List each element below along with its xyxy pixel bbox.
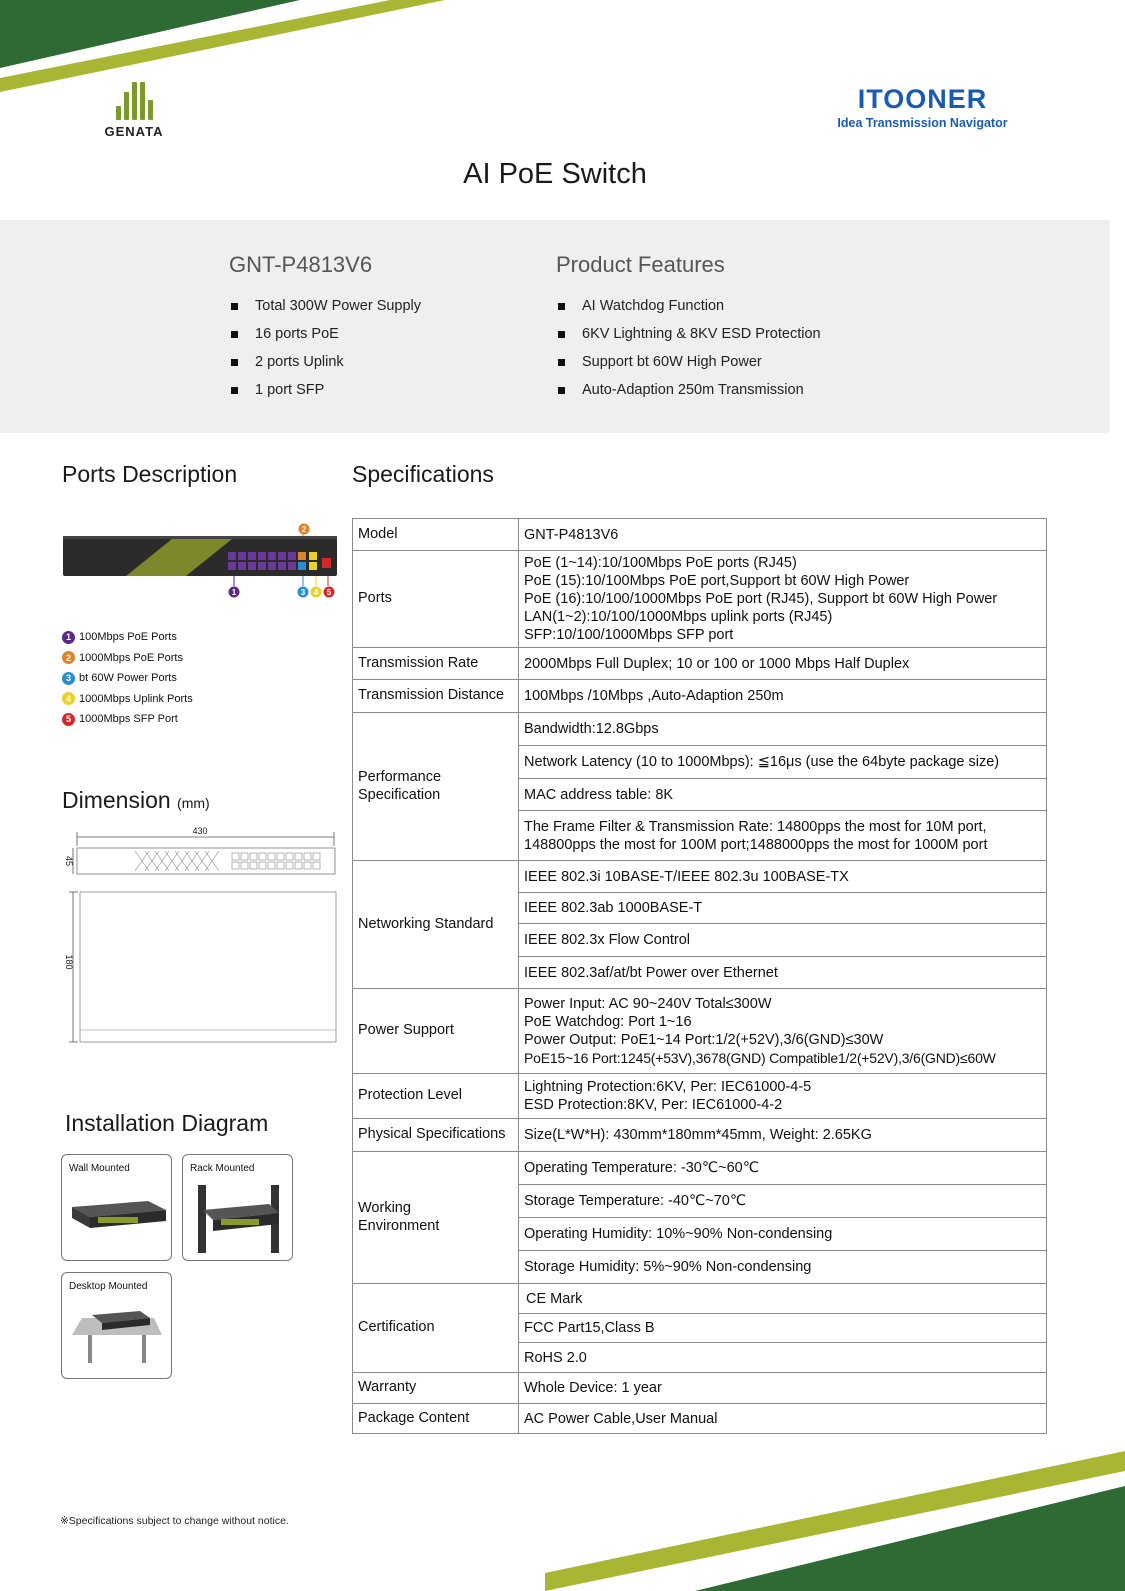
desktop-mounted-option: Desktop Mounted bbox=[61, 1272, 172, 1379]
spec-value-cell: 100Mbps /10Mbps ,Auto-Adaption 250m bbox=[519, 680, 1047, 713]
table-row bbox=[353, 1152, 1047, 1185]
table-row bbox=[353, 1404, 1047, 1434]
table-row bbox=[353, 713, 1047, 746]
spec-value-cell: Storage Humidity: 5%~90% Non-condensing bbox=[519, 1251, 1047, 1284]
features-heading: Product Features bbox=[556, 252, 725, 277]
table-row bbox=[353, 861, 1047, 893]
width-label: 430 bbox=[192, 826, 208, 836]
spec-value-cell: CE Mark bbox=[519, 1284, 1047, 1314]
legend-number-badge: 4 bbox=[62, 692, 75, 705]
spec-value-cell: AC Power Cable,User Manual bbox=[519, 1404, 1047, 1434]
rack-mounted-option: Rack Mounted bbox=[182, 1154, 293, 1261]
table-row bbox=[353, 989, 1047, 1074]
itooner-tagline: Idea Transmission Navigator bbox=[837, 116, 1008, 130]
spec-value-cell: MAC address table: 8K bbox=[519, 779, 1047, 811]
depth-label: 180 bbox=[64, 954, 74, 970]
ports-legend bbox=[62, 627, 193, 730]
product-features bbox=[556, 252, 821, 410]
legend-number-badge: 3 bbox=[62, 672, 75, 685]
spec-value-cell: Power Input: AC 90~240V Total≤300W PoE Watchdog: Port 1~16 Power Output: PoE1~14 Port:1/2(+52V),3/6(GND)≤30W PoE15~16 Port:1245(+53V),3678(GND) Compatible1/2(+52V),3/6(GND)≤60W bbox=[519, 989, 1047, 1074]
spec-key-cell: Networking Standard bbox=[353, 861, 519, 989]
spec-value-cell: PoE (1~14):10/100Mbps PoE ports (RJ45) PoE (15):10/100Mbps PoE port,Support bt 60W High Power PoE (16):10/100/1000Mbps PoE port (RJ45), Support bt 60W High Power LAN(1~2):10/100/1000Mbps uplink ports (RJ45) SFP:10/100/1000Mbps SFP port bbox=[519, 551, 1047, 648]
spec-key-cell: Warranty bbox=[353, 1373, 519, 1404]
wall-mount-illustration bbox=[62, 1155, 173, 1262]
model-summary bbox=[229, 252, 421, 410]
dimension-heading: Dimension (mm) bbox=[62, 787, 210, 813]
specifications-table bbox=[352, 518, 1047, 1434]
genata-logo-icon bbox=[99, 82, 169, 120]
bullet-square-icon bbox=[231, 359, 238, 366]
bullet-square-icon bbox=[558, 331, 565, 338]
bottom-stripe-decoration bbox=[545, 1451, 1125, 1591]
list-item: Total 300W Power Supply bbox=[229, 298, 421, 326]
list-item: Support bt 60W High Power bbox=[556, 354, 821, 382]
spec-key-cell: Protection Level bbox=[353, 1074, 519, 1119]
list-item: 1 port SFP bbox=[229, 382, 421, 410]
table-row bbox=[353, 1284, 1047, 1314]
spec-value-cell: RoHS 2.0 bbox=[519, 1343, 1047, 1373]
svg-text:4: 4 bbox=[313, 588, 319, 597]
rack-mount-illustration bbox=[183, 1155, 294, 1262]
page-title: AI PoE Switch bbox=[463, 158, 647, 190]
legend-number-badge: 1 bbox=[62, 631, 75, 644]
spec-value-cell: IEEE 802.3i 10BASE-T/IEEE 802.3u 100BASE-TX bbox=[519, 861, 1047, 893]
spec-key-cell: Package Content bbox=[353, 1404, 519, 1434]
bullet-square-icon bbox=[231, 303, 238, 310]
spec-value-cell: Bandwidth:12.8Gbps bbox=[519, 713, 1047, 746]
height-label: 45 bbox=[64, 855, 74, 867]
spec-key-cell: Working Environment bbox=[353, 1152, 519, 1284]
legend-item: 4 1000Mbps Uplink Ports bbox=[62, 689, 193, 710]
spec-key-cell: Power Support bbox=[353, 989, 519, 1074]
table-row bbox=[353, 1074, 1047, 1119]
spec-key-cell: Transmission Distance bbox=[353, 680, 519, 713]
legend-item: 1 100Mbps PoE Ports bbox=[62, 627, 193, 648]
spec-value-cell: Storage Temperature: -40℃~70℃ bbox=[519, 1185, 1047, 1218]
switch-front-panel-illustration bbox=[60, 522, 340, 602]
bullet-square-icon bbox=[558, 303, 565, 310]
itooner-logo-text: ITOONER bbox=[857, 84, 988, 114]
list-item: Auto-Adaption 250m Transmission bbox=[556, 382, 821, 410]
svg-text:5: 5 bbox=[326, 588, 332, 597]
list-item: AI Watchdog Function bbox=[556, 298, 821, 326]
spec-value-cell: Lightning Protection:6KV, Per: IEC61000-4-5 ESD Protection:8KV, Per: IEC61000-4-2 bbox=[519, 1074, 1047, 1119]
table-row bbox=[353, 519, 1047, 551]
list-item: 2 ports Uplink bbox=[229, 354, 421, 382]
spec-value-cell: GNT-P4813V6 bbox=[519, 519, 1047, 551]
specifications-heading: Specifications bbox=[352, 461, 494, 487]
spec-value-cell: Network Latency (10 to 1000Mbps): ≦16μs (use the 64byte package size) bbox=[519, 746, 1047, 779]
footnote: ※Specifications subject to change without notice. bbox=[60, 1515, 289, 1527]
spec-value-cell: 2000Mbps Full Duplex; 10 or 100 or 1000 Mbps Half Duplex bbox=[519, 648, 1047, 680]
spec-key-cell: Ports bbox=[353, 551, 519, 648]
spec-value-cell: IEEE 802.3af/at/bt Power over Ethernet bbox=[519, 957, 1047, 989]
spec-value-cell: Operating Temperature: -30℃~60℃ bbox=[519, 1152, 1047, 1185]
spec-value-cell: FCC Part15,Class B bbox=[519, 1314, 1047, 1343]
spec-value-cell: Operating Humidity: 10%~90% Non-condensing bbox=[519, 1218, 1047, 1251]
svg-text:1: 1 bbox=[231, 588, 237, 597]
spec-key-cell: Performance Specification bbox=[353, 713, 519, 861]
spec-key-cell: Transmission Rate bbox=[353, 648, 519, 680]
bullet-square-icon bbox=[558, 387, 565, 394]
spec-key-cell: Certification bbox=[353, 1284, 519, 1373]
itooner-logo bbox=[830, 84, 1015, 130]
genata-logo-text: GENATA bbox=[104, 124, 164, 139]
ports-heading: Ports Description bbox=[62, 461, 238, 487]
bullet-square-icon bbox=[558, 359, 565, 366]
spec-key-cell: Model bbox=[353, 519, 519, 551]
list-item: 16 ports PoE bbox=[229, 326, 421, 354]
genata-logo bbox=[99, 82, 169, 139]
spec-value-cell: IEEE 802.3ab 1000BASE-T bbox=[519, 893, 1047, 924]
svg-text:2: 2 bbox=[301, 525, 307, 534]
legend-number-badge: 2 bbox=[62, 651, 75, 664]
table-row bbox=[353, 1373, 1047, 1404]
svg-text:3: 3 bbox=[300, 588, 306, 597]
legend-item: 3 bt 60W Power Ports bbox=[62, 668, 193, 689]
dimension-drawing bbox=[60, 822, 342, 1050]
legend-item: 5 1000Mbps SFP Port bbox=[62, 709, 193, 730]
top-stripe-decoration bbox=[0, 0, 460, 100]
wall-mounted-option: Wall Mounted bbox=[61, 1154, 172, 1261]
desktop-mount-illustration bbox=[62, 1273, 173, 1380]
spec-value-cell: Size(L*W*H): 430mm*180mm*45mm, Weight: 2.65KG bbox=[519, 1119, 1047, 1152]
feature-band bbox=[0, 220, 1110, 433]
table-row bbox=[353, 551, 1047, 648]
list-item: 6KV Lightning & 8KV ESD Protection bbox=[556, 326, 821, 354]
spec-key-cell: Physical Specifications bbox=[353, 1119, 519, 1152]
bullet-square-icon bbox=[231, 331, 238, 338]
model-heading: GNT-P4813V6 bbox=[229, 252, 373, 277]
spec-value-cell: IEEE 802.3x Flow Control bbox=[519, 924, 1047, 957]
table-row bbox=[353, 1119, 1047, 1152]
legend-number-badge: 5 bbox=[62, 713, 75, 726]
installation-heading: Installation Diagram bbox=[65, 1110, 269, 1136]
legend-item: 2 1000Mbps PoE Ports bbox=[62, 648, 193, 669]
spec-value-cell: Whole Device: 1 year bbox=[519, 1373, 1047, 1404]
table-row bbox=[353, 648, 1047, 680]
bullet-square-icon bbox=[231, 387, 238, 394]
table-row bbox=[353, 680, 1047, 713]
spec-value-cell: The Frame Filter & Transmission Rate: 14800pps the most for 10M port, 148800pps the most for 100M port;1488000pps the most for 1000M port bbox=[519, 811, 1047, 861]
